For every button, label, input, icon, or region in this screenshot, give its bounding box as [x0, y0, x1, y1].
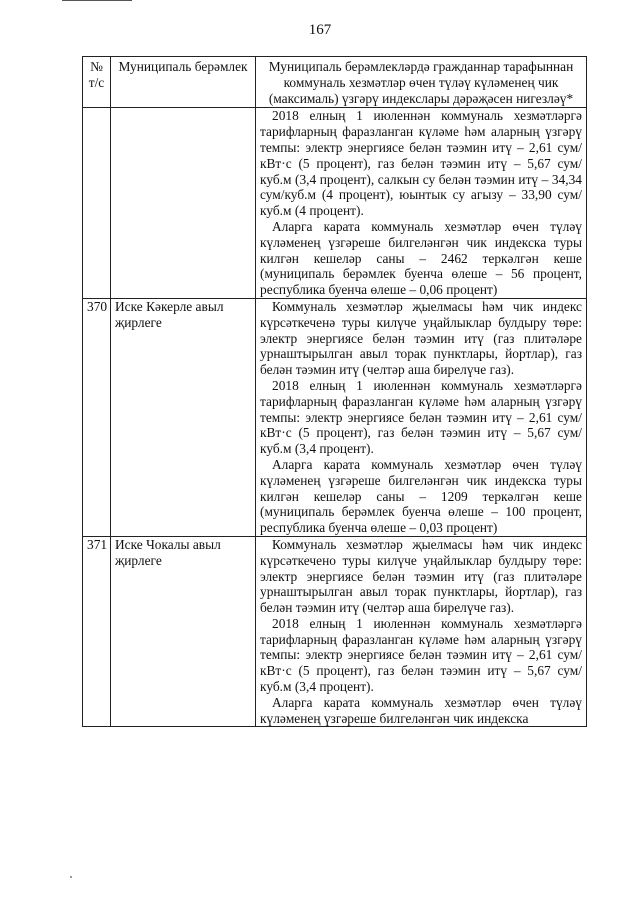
municipality-name [111, 108, 256, 299]
basis-paragraph: Аларга карата коммуналь хезмәтләр өчен түләү күләменең үзгәреше билгеләнгән чик индекска туры килгән кешеләр саны – 2462 теркәлгән кеше (муниципаль берәмлек буенча өлеше – 56 процент, республика буенча өлеше – 0,06 процент) [260, 218, 582, 298]
basis-paragraph: 2018 елның 1 июленнән коммуналь хезмәтләргә тарифларның фаразланган күләме һәм аларның үзгәрү темпы: электр энергиясе белән тәэмин итү – 2,61 сум/кВт·с (5 процент), газ белән тәэмин итү – 5,67 сум/куб.м (3,4 процент), салкын су белән тәэмин итү – 34,34 сум/куб.м (4 процент), юынтык су агызу – 33,90 сум/куб.м (4 процент). [260, 108, 582, 219]
basis-text [256, 536, 587, 727]
page-number: 167 [308, 22, 332, 38]
basis-text [256, 298, 587, 536]
table-row [83, 298, 587, 536]
table-row [83, 536, 587, 727]
header-basis: Муниципаль берәмлекләрдә гражданнар тарафыннан коммуналь хезмәтләр өчен түләү күләменең чик (максималь) үзгәрү индекслары дәрәҗәсен нигезләү* [256, 57, 587, 108]
row-number [83, 108, 111, 299]
tariff-index-table [82, 56, 587, 727]
basis-paragraph: Аларга карата коммуналь хезмәтләр өчен түләү күләменең үзгәреше билгеләнгән чик индекска туры килгән кешеләр саны – 1209 теркәлгән кеше (муниципаль берәмлек буенча өлеше – 100 процент, республика буенча өлеше – 0,03 процент) [260, 456, 582, 536]
basis-paragraph: Коммуналь хезмәтләр җыелмасы һәм чик индекс күрсәткеченә туры килүче уңайлыклар булдыру төре: электр энергиясе белән тәэмин итү (газ плитәләре урнаштырылган авыл торак пунктлары, йортлар), газ белән тәэмин итү (челтәр аша бирелүче газ). [260, 298, 582, 378]
basis-text [256, 108, 587, 299]
basis-paragraph: Аларга карата коммуналь хезмәтләр өчен түләү күләменең үзгәреше билгеләнгән чик индекска [260, 694, 582, 726]
basis-paragraph: Коммуналь хезмәтләр җыелмасы һәм чик индекс күрсәткечено туры килүче уңайлыклар булдыру төре: электр энергиясе белән тәэмин итү (газ плитәләре урнаштырылган авыл торак пунктлары, йортлар), газ белән тәэмин итү (челтәр аша бирелүче газ). [260, 536, 582, 616]
header-number: № т/с [83, 57, 111, 108]
municipality-name: Иске Чокалы авыл җирлеге [111, 536, 256, 727]
basis-paragraph: 2018 елның 1 июленнән коммуналь хезмәтләргә тарифларның фаразланган күләме һәм аларның үзгәрү темпы: электр энергиясе белән тәэмин итү – 2,61 сум/кВт·с (5 процент), газ белән тәэмин итү – 5,67 сум/куб.м (3,4 процент). [260, 615, 582, 695]
row-number: 370 [83, 298, 111, 536]
table-row [83, 108, 587, 299]
row-number: 371 [83, 536, 111, 727]
header-municipality: Муниципаль берәмлек [111, 57, 256, 108]
municipality-name: Иске Кәкерле авыл җирлеге [111, 298, 256, 536]
table-header-row [83, 57, 587, 108]
scan-speck [70, 876, 72, 878]
basis-paragraph: 2018 елның 1 июленнән коммуналь хезмәтләргә тарифларның фаразланган күләме һәм аларның үзгәрү темпы: электр энергиясе белән тәэмин итү – 2,61 сум/кВт·с (5 процент), газ белән тәэмин итү – 5,67 сум/куб.м (3,4 процент). [260, 377, 582, 457]
top-corner-rule [62, 0, 132, 1]
